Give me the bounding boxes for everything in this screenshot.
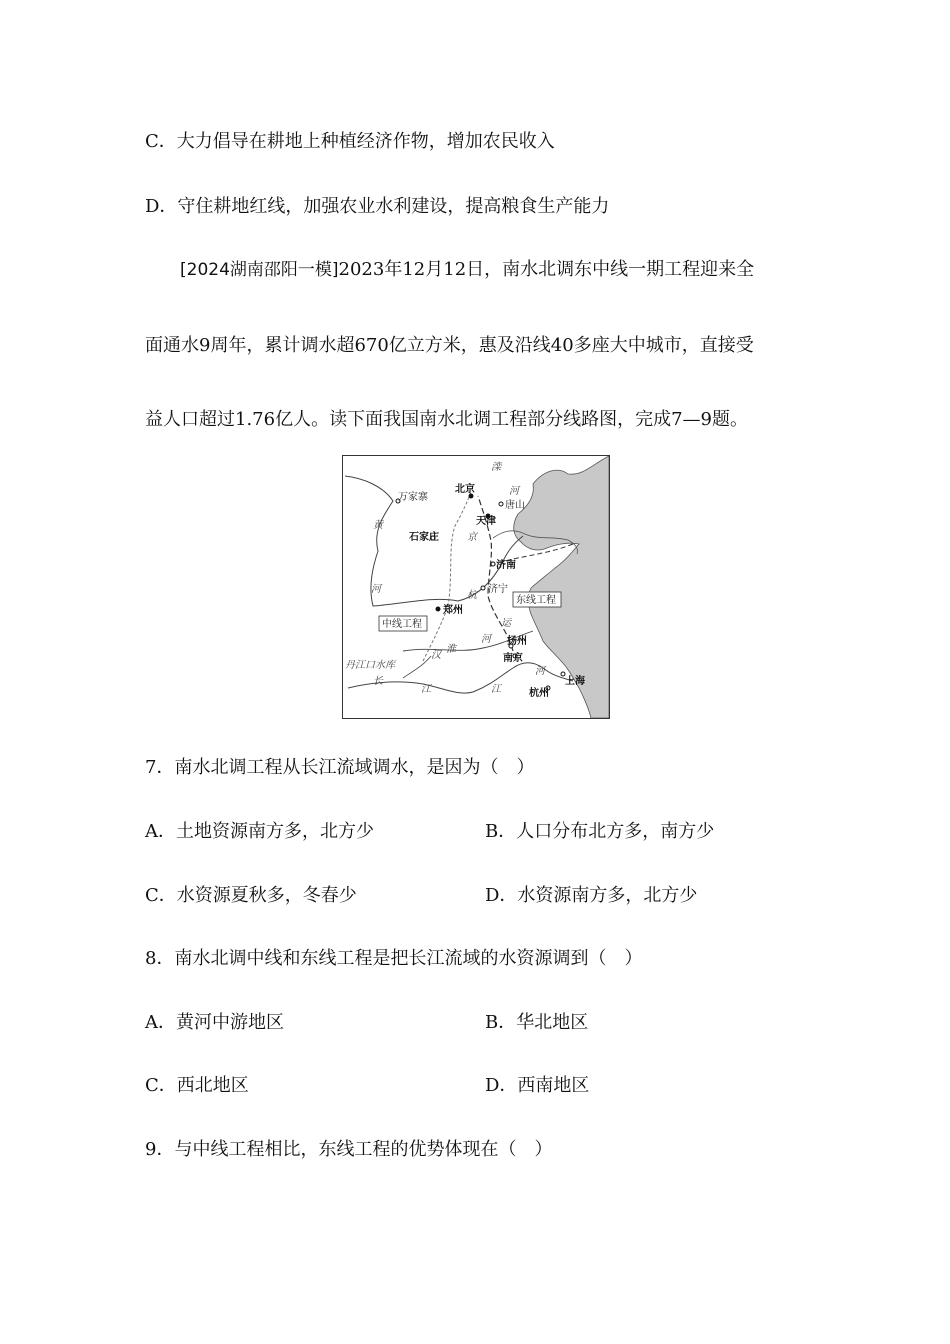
question-7-option-b: B．人口分布北方多，南方少: [485, 821, 715, 842]
question-8-stem: 8．南水北调中线和东线工程是把长江流域的水资源调到（ ）: [145, 948, 643, 969]
map-river-huai-he: 河: [481, 634, 491, 645]
map-river-han: 汉: [431, 650, 441, 661]
map-city-jining: 济宁: [488, 584, 508, 595]
question-7-option-a: A．土地资源南方多，北方少: [145, 821, 374, 842]
passage-line-3: 益人口超过1.76亿人。读下面我国南水北调工程部分线路图，完成7—9题。: [145, 409, 748, 430]
map-river-chang: 长: [373, 676, 383, 687]
question-9-stem: 9．与中线工程相比，东线工程的优势体现在（ ）: [145, 1139, 553, 1160]
map-canal-jing: 京: [467, 532, 477, 543]
map-river-huai: 淮: [446, 644, 456, 655]
passage-line-1-text: 2023年12月12日，南水北调东中线一期工程迎来全: [338, 259, 755, 280]
map-city-yangzhou: 扬州: [507, 636, 527, 647]
map-label-reservoir: 丹江口水库: [345, 660, 395, 671]
map-city-tianjin: 天津: [476, 516, 496, 527]
passage-line-1: [180, 258, 754, 282]
map-river-huang: 黄: [373, 520, 383, 531]
question-7-option-d: D．水资源南方多，北方少: [485, 885, 698, 906]
map-river-luan: 滦: [491, 462, 501, 473]
map-city-hangzhou: 杭州: [529, 688, 549, 699]
passage-line-2: 面通水9周年，累计调水超670亿立方米，惠及沿线40多座大中城市，直接受: [145, 335, 754, 356]
question-8-option-d: D．西南地区: [485, 1075, 590, 1096]
south-north-water-diversion-map: [342, 455, 610, 719]
option-c-prev: C．大力倡导在耕地上种植经济作物，增加农民收入: [145, 131, 555, 152]
map-canal-yun: 运: [501, 618, 511, 629]
map-city-zhengzhou: 郑州: [443, 605, 463, 616]
map-canal-hang: 杭: [467, 590, 477, 601]
map-city-beijing: 北京: [455, 484, 475, 495]
passage-source: [2024湖南邵阳一模]: [180, 260, 339, 280]
question-8-option-a: A．黄河中游地区: [145, 1012, 284, 1033]
option-d-prev: D．守住耕地红线，加强农业水利建设，提高粮食生产能力: [145, 196, 610, 217]
map-city-tangshan: 唐山: [505, 500, 525, 511]
map-river-jiang-1: 江: [421, 684, 431, 695]
question-8-option-c: C．西北地区: [145, 1075, 249, 1096]
map-city-wanjiazhai: 万家寨: [398, 492, 428, 503]
map-river-he-3: 河: [535, 666, 545, 677]
map-river-luan-he: 河: [509, 486, 519, 497]
map-city-shanghai: 上海: [565, 676, 585, 687]
map-river-jiang-2: 江: [491, 684, 501, 695]
map-city-jinan: 济南: [496, 560, 516, 571]
map-city-nanjing: 南京: [503, 653, 523, 664]
question-8-option-b: B．华北地区: [485, 1012, 589, 1033]
map-label-middle-route: 中线工程: [382, 619, 422, 630]
map-label-east-route: 东线工程: [516, 595, 556, 606]
question-7-option-c: C．水资源夏秋多，冬春少: [145, 885, 357, 906]
question-7-stem: 7．南水北调工程从长江流域调水，是因为（ ）: [145, 757, 535, 778]
map-river-huang-he: 河: [371, 584, 381, 595]
map-city-shijiazhuang: 石家庄: [409, 532, 439, 543]
